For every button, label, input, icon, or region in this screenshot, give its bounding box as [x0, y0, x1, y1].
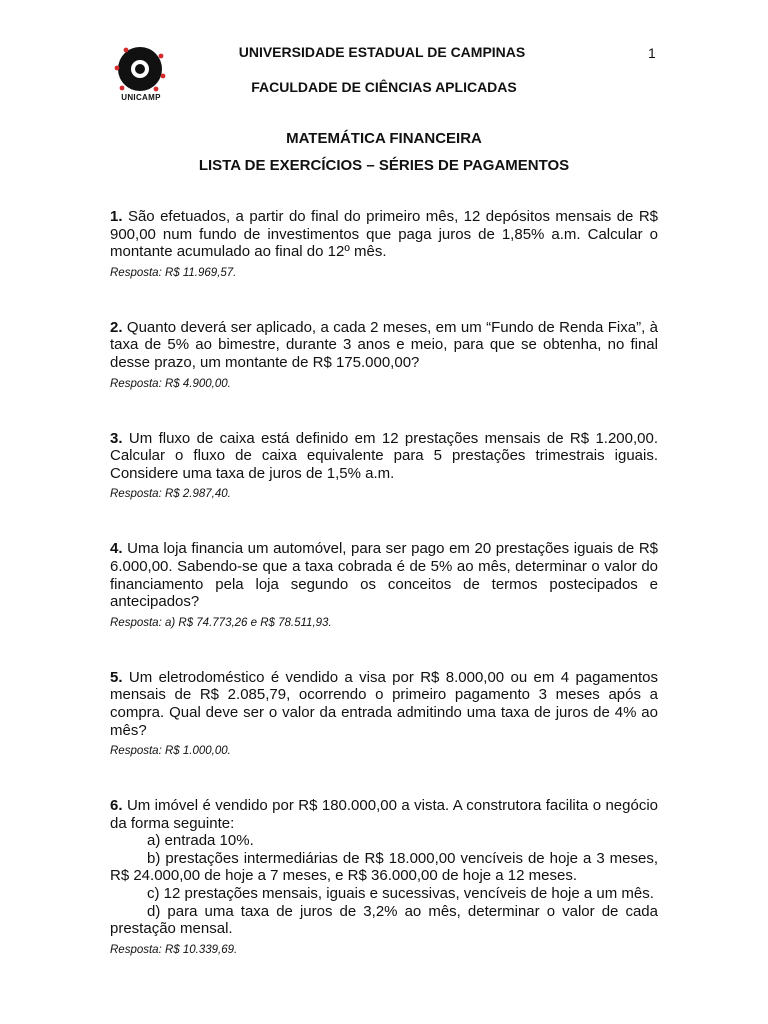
exercise-3: [110, 430, 658, 502]
university-name: UNIVERSIDADE ESTADUAL DE CAMPINAS: [238, 44, 526, 60]
exercise-answer: Resposta: a) R$ 74.773,26 e R$ 78.511,93.: [110, 616, 332, 629]
course-title: MATEMÁTICA FINANCEIRA: [286, 130, 482, 147]
exercise-5: [110, 669, 658, 758]
exercise-text: Um eletrodoméstico é vendido a visa por R$ 8.000,00 ou em 4 pagamentos mensais de R$ 2.085,79, ocorrendo o primeiro pagamento 3 meses após a compra. Qual deve ser o valor da entrada admitindo uma taxa de juros de 4% ao mês?: [110, 668, 659, 739]
exercise-text: Quanto deverá ser aplicado, a cada 2 meses, em um “Fundo de Renda Fixa”, à taxa de 5% ao bimestre, durante 3 anos e meio, para que se obtenha, no final desse prazo, um montante de R$ 175.000,00?: [110, 318, 658, 371]
list-title: LISTA DE EXERCÍCIOS – SÉRIES DE PAGAMENTOS: [198, 157, 570, 174]
exercise-2: [110, 319, 658, 391]
exercise-answer: Resposta: R$ 2.987,40.: [110, 488, 231, 501]
exercise-item-c: c) 12 prestações mensais, iguais e sucessivas, vencíveis de hoje a um mês.: [147, 885, 654, 903]
exercise-item-d: d) para uma taxa de juros de 3,2% ao mês, determinar o valor de cada prestação mensal.: [110, 902, 658, 938]
exercise-text: Uma loja financia um automóvel, para ser pago em 20 prestações iguais de R$ 6.000,00. Sabendo-se que a taxa cobrada é de 5% ao mês, determinar o valor do financiamento pela loja segundo os conceitos de termos postecipados e antecipados?: [110, 540, 658, 611]
exercise-answer: Resposta: R$ 1.000,00.: [110, 745, 231, 758]
exercise-6: [110, 797, 658, 957]
exercise-number: 2.: [110, 318, 123, 336]
exercise-number: 4.: [110, 540, 123, 558]
exercise-item-b: b) prestações intermediárias de R$ 18.000,00 vencíveis de hoje a 3 meses, R$ 24.000,00 de hoje a 7 meses, e R$ 36.000,00 de hoje a 12 meses.: [110, 849, 658, 885]
logo-wordmark: UNICAMP: [121, 93, 161, 102]
exercise-text: Um fluxo de caixa está definido em 12 prestações mensais de R$ 1.200,00. Calcular o fluxo de caixa equivalente para 5 prestações trimestrais iguais. Considere uma taxa de juros de 1,5% a.m.: [110, 429, 658, 482]
exercise-text: Um imóvel é vendido por R$ 180.000,00 a vista. A construtora facilita o negócio da forma seguinte:: [110, 797, 658, 832]
exercise-answer: Resposta: R$ 10.339,69.: [110, 943, 238, 956]
exercise-4: [110, 540, 658, 629]
exercise-number: 5.: [110, 668, 123, 686]
exercise-number: 1.: [110, 208, 123, 225]
exercise-text: São efetuados, a partir do final do primeiro mês, 12 depósitos mensais de R$ 900,00 num fundo de investimentos que paga juros de 1,85% a.m. Calcular o montante acumulado ao final do 12º mês.: [110, 208, 658, 261]
page-number: 1: [648, 45, 656, 61]
exercise-answer: Resposta: R$ 11.969,57.: [110, 266, 237, 279]
exercise-answer: Resposta: R$ 4.900,00.: [110, 377, 231, 390]
exercise-1: [110, 208, 658, 280]
exercise-number: 6.: [110, 797, 123, 815]
faculty-name: FACULDADE DE CIÊNCIAS APLICADAS: [251, 79, 517, 95]
exercise-number: 3.: [110, 429, 123, 447]
exercise-item-a: a) entrada 10%.: [147, 832, 254, 850]
exercise-list: [110, 208, 658, 957]
